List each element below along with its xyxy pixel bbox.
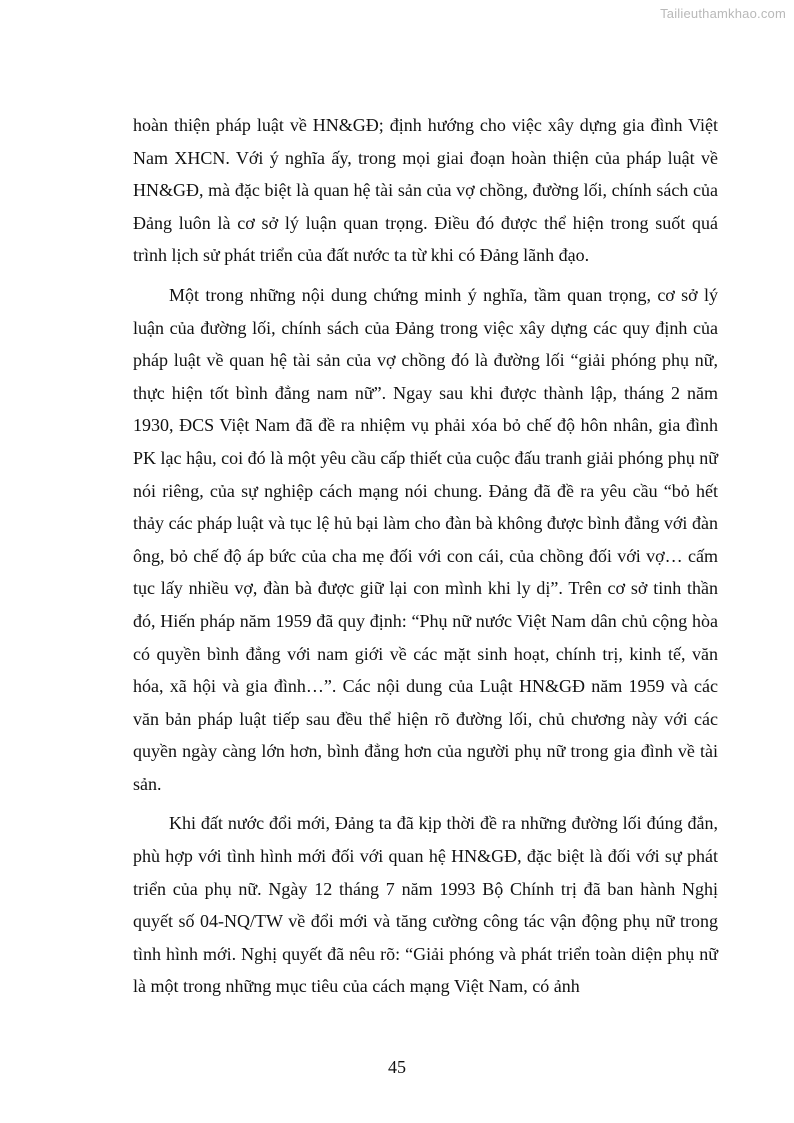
paragraph-3: Khi đất nước đổi mới, Đảng ta đã kịp thời đề ra những đường lối đúng đắn, phù hợp với tình hình mới đối với quan hệ HN&GĐ, đặc biệt là đối với sự phát triển của phụ nữ. Ngày 12 tháng 7 năm 1993 Bộ Chính trị đã ban hành Nghị quyết số 04-NQ/TW về đổi mới và tăng cường công tác vận động phụ nữ trong tình hình mới. Nghị quyết đã nêu rõ: “Giải phóng và phát triển toàn diện phụ nữ là một trong những mục tiêu của cách mạng Việt Nam, có ảnh	[133, 813, 718, 997]
paragraph-1: hoàn thiện pháp luật về HN&GĐ; định hướng cho việc xây dựng gia đình Việt Nam XHCN. Với ý nghĩa ấy, trong mọi giai đoạn hoàn thiện của pháp luật về HN&GĐ, mà đặc biệt là quan hệ tài sản của vợ chồng, đường lối, chính sách của Đảng luôn là cơ sở lý luận quan trọng. Điều đó được thể hiện trong suốt quá trình lịch sử phát triển của đất nước ta từ khi có Đảng lãnh đạo.	[133, 115, 718, 266]
document-body	[133, 109, 718, 1003]
page-number: 45	[388, 1057, 406, 1077]
watermark-text: Tailieuthamkhao.com	[660, 6, 786, 21]
paragraph-2: Một trong những nội dung chứng minh ý nghĩa, tầm quan trọng, cơ sở lý luận của đường lối, chính sách của Đảng trong việc xây dựng các quy định của pháp luật về quan hệ tài sản của vợ chồng đó là đường lối “giải phóng phụ nữ, thực hiện tốt bình đẳng nam nữ”. Ngay sau khi được thành lập, tháng 2 năm 1930, ĐCS Việt Nam đã đề ra nhiệm vụ phải xóa bỏ chế độ hôn nhân, gia đình PK lạc hậu, coi đó là một yêu cầu cấp thiết của cuộc đấu tranh giải phóng phụ nữ nói riêng, của sự nghiệp cách mạng nói chung. Đảng đã đề ra yêu cầu “bỏ hết thảy các pháp luật và tục lệ hủ bại làm cho đàn bà không được bình đẳng với đàn ông, bỏ chế độ áp bức của cha mẹ đối với con cái, của chồng đối với vợ… cấm tục lấy nhiều vợ, đàn bà được giữ lại con mình khi ly dị”. Trên cơ sở tinh thần đó, Hiến pháp năm 1959 đã quy định: “Phụ nữ nước Việt Nam dân chủ cộng hòa có quyền bình đẳng với nam giới về các mặt sinh hoạt, chính trị, kinh tế, văn hóa, xã hội và gia đình…”. Các nội dung của Luật HN&GĐ năm 1959 và các văn bản pháp luật tiếp sau đều thể hiện rõ đường lối, chủ chương này với các quyền ngày càng lớn hơn, bình đẳng hơn của người phụ nữ trong gia đình về tài sản.	[133, 284, 718, 794]
